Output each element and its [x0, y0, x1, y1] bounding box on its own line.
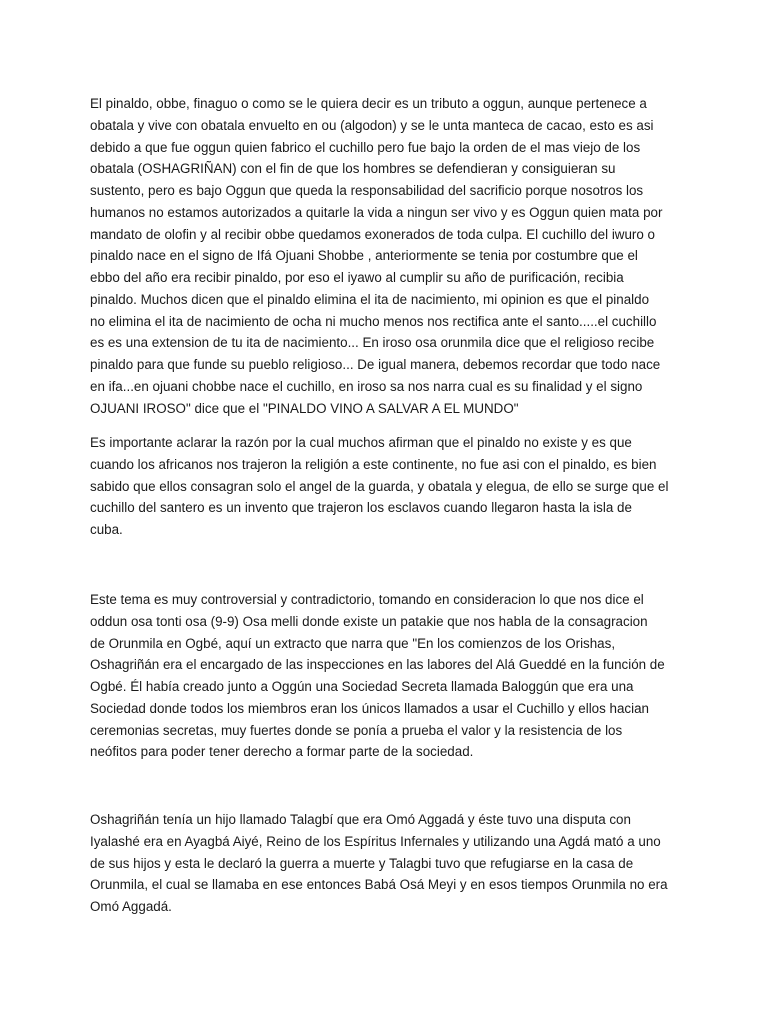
- text-line: cuba.: [90, 522, 123, 537]
- text-line: de Orunmila en Ogbé, aquí un extracto que narra que "En los comienzos de los Orishas,: [90, 635, 616, 651]
- text-line: mandato de olofin y al recibir obbe quedamos exonerados de toda culpa. El cuchillo del iwuro o: [90, 226, 655, 242]
- text-line: Oshagriñán era el encargado de las inspecciones en las labores del Alá Gueddé en la función de: [90, 657, 665, 673]
- text-line: cuchillo del santero es un invento que trajeron los esclavos cuando llegaron hasta la isla de: [90, 500, 632, 516]
- text-line: Iyalashé era en Ayagbá Aiyé, Reino de los Espíritus Infernales y utilizando una Agdá mató a uno: [90, 833, 661, 849]
- text-line: Orunmila, el cual se llamaba en ese entonces Babá Osá Meyi y en esos tiempos Orunmila no era: [90, 877, 668, 893]
- text-line: sustento, pero es bajo Oggun que queda la responsabilidad del sacrificio porque nosotros los: [90, 183, 644, 198]
- text-line: es es una extension de tu ita de nacimiento... En iroso osa orunmila dice que el religioso recibe: [90, 335, 655, 351]
- text-line: ebbo del año era recibir pinaldo, por eso el iyawo al cumplir su año de purificación, recibia: [90, 270, 624, 285]
- text-line: neófitos para poder tener derecho a formar parte de la sociedad.: [90, 744, 474, 760]
- paragraph-importante-aclarar: [90, 432, 690, 541]
- text-line: sabido que ellos consagran solo el angel de la guarda, y obatala y elegua, de ello se surge que el: [90, 478, 669, 494]
- text-line: ceremonias secretas, muy fuertes donde se ponía a prueba el valor y la resistencia de los: [90, 722, 623, 738]
- text-line: Oshagriñán tenía un hijo llamado Talagbí que era Omó Aggadá y éste tuvo una disputa con: [90, 812, 631, 827]
- paragraph-tema-controversial: [90, 589, 690, 763]
- text-line: pinaldo. Muchos dicen que el pinaldo elimina el ita de nacimiento, mi opinion es que el pinaldo: [90, 291, 650, 307]
- text-line: no elimina el ita de nacimiento de ocha ni mucho menos nos rectifica ante el santo.....el cuchillo: [90, 313, 657, 329]
- text-line: debido a que fue oggun quien fabrico el cuchillo pero fue bajo la orden de el mas viejo de los: [90, 139, 641, 155]
- text-line: obatala y vive con obatala envuelto en ou (algodon) y se le unta manteca de cacao, esto es asi: [90, 117, 654, 133]
- text-line: oddun osa tonti osa (9-9) Osa melli donde existe un patakie que nos habla de la consagracion: [90, 613, 648, 629]
- text-line: Sociedad donde todos los miembros eran los únicos llamados a usar el Cuchillo y ellos hacian: [90, 700, 649, 716]
- text-line: Es importante aclarar la razón por la cual muchos afirman que el pinaldo no existe y es que: [90, 435, 632, 450]
- text-line: Omó Aggadá.: [90, 899, 172, 914]
- text-line: OJUANI IROSO" dice que el "PINALDO VINO A SALVAR A EL MUNDO": [90, 400, 519, 416]
- paragraph-oshagrinan-hijo: [90, 809, 690, 918]
- text-line: en ifa...en ojuani chobbe nace el cuchillo, en iroso sa nos narra cual es su finalidad y el signo: [90, 378, 643, 394]
- text-line: de sus hijos y esta le declaró la guerra a muerte y Talagbi tuvo que refugiarse en la casa de: [90, 855, 634, 871]
- text-line: pinaldo para que funde su pueblo religioso... De igual manera, debemos recordar que todo nace: [90, 357, 661, 372]
- text-line: cuando los africanos nos trajeron la religión a este continente, no fue asi con el pinaldo, es bien: [90, 456, 657, 472]
- text-line: Este tema es muy controversial y contradictorio, tomando en consideracion lo que nos dice el: [90, 592, 644, 607]
- text-line: humanos no estamos autorizados a quitarle la vida a ningun ser vivo y es Oggun quien mata por: [90, 204, 663, 220]
- text-line: pinaldo nace en el signo de Ifá Ojuani Shobbe , anteriormente se tenia por costumbre que el: [90, 248, 638, 264]
- text-line: El pinaldo, obbe, finaguo o como se le quiera decir es un tributo a oggun, aunque pertenece a: [90, 96, 647, 111]
- paragraph-pinaldo-tributo: [90, 93, 690, 419]
- text-line: obatala (OSHAGRIÑAN) con el fin de que los hombres se defendieran y consiguieran su: [90, 161, 616, 177]
- text-line: Ogbé. Él había creado junto a Oggún una Sociedad Secreta llamada Baloggún que era una: [90, 679, 634, 694]
